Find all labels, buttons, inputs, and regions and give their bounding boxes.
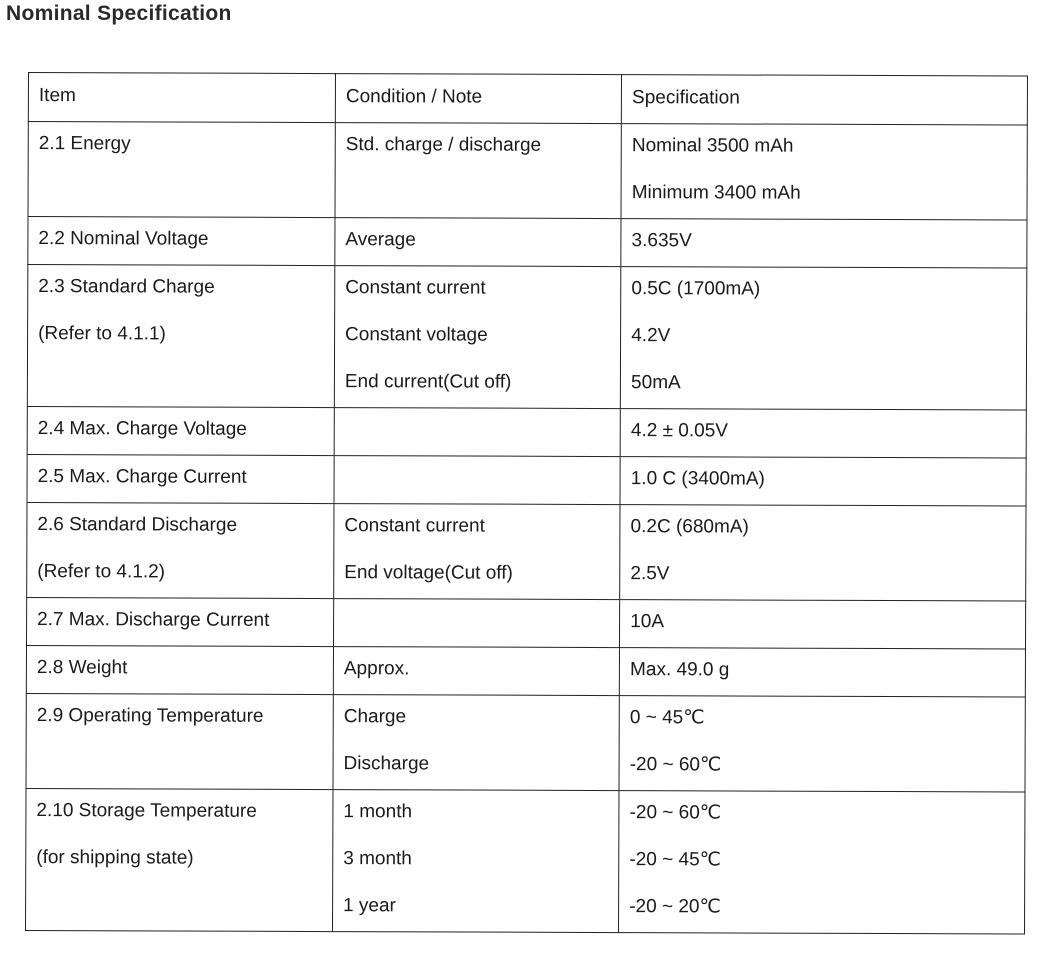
item-cell	[27, 265, 334, 408]
condition-cell-line	[345, 408, 610, 456]
condition-cell	[335, 218, 621, 267]
condition-cell	[332, 790, 619, 933]
condition-cell-line: End current(Cut off)	[344, 371, 512, 393]
spec-cell	[619, 696, 1025, 792]
item-cell-line	[38, 169, 324, 217]
item-cell-line: 2.1 Energy	[38, 133, 131, 155]
spec-cell-line: 0.2C (680mA)	[630, 516, 749, 538]
item-cell	[28, 122, 335, 218]
condition-cell-line: Constant current	[345, 277, 486, 299]
item-cell-line: 2.3 Standard Charge	[38, 276, 215, 298]
table-body	[26, 122, 1028, 934]
spec-cell-line: Max. 49.0 g	[630, 659, 730, 681]
item-cell-line: 2.10 Storage Temperature	[36, 800, 257, 822]
condition-cell-line: Charge	[343, 706, 407, 728]
spec-cell-line: 3.635V	[631, 230, 692, 252]
item-cell	[28, 217, 335, 266]
condition-cell-line: 1 year	[343, 895, 396, 917]
table-header-row	[28, 73, 1027, 125]
spec-cell-line: 0 ~ 45℃	[629, 707, 705, 729]
spec-cell	[621, 124, 1027, 220]
header-item	[28, 73, 335, 123]
item-cell-line: 2.6 Standard Discharge	[37, 514, 238, 536]
spec-cell	[620, 267, 1026, 410]
item-cell-line: 2.7 Max. Discharge Current	[37, 609, 270, 631]
condition-cell-line: End voltage(Cut off)	[344, 562, 513, 584]
condition-cell	[333, 695, 620, 791]
table-row	[27, 454, 1026, 505]
condition-cell	[334, 266, 621, 409]
condition-cell-line: Discharge	[343, 753, 430, 775]
spec-cell-line: 50mA	[631, 372, 681, 394]
condition-cell	[334, 504, 621, 600]
table-row	[28, 122, 1027, 220]
item-cell-line	[37, 741, 323, 789]
spec-cell	[619, 648, 1025, 697]
table-row	[26, 645, 1025, 696]
condition-cell-line: Average	[345, 229, 416, 251]
condition-cell-line: Constant voltage	[345, 324, 488, 346]
spec-cell	[620, 409, 1026, 458]
condition-cell-line	[344, 456, 609, 504]
spec-cell	[620, 457, 1026, 506]
condition-cell-line: Approx.	[343, 658, 410, 680]
spec-cell	[620, 600, 1026, 649]
spec-cell-line: -20 ~ 60℃	[629, 802, 722, 824]
table-row	[27, 265, 1026, 410]
item-cell-line: 2.2 Nominal Voltage	[38, 228, 209, 250]
table-row	[28, 217, 1027, 268]
condition-cell	[335, 123, 622, 219]
condition-cell	[334, 408, 620, 457]
spec-cell-line: 4.2 ± 0.05V	[630, 420, 729, 442]
spec-cell-line: -20 ~ 45℃	[629, 849, 722, 871]
condition-cell-line: 3 month	[343, 848, 412, 870]
page-title: Nominal Specification	[6, 2, 232, 25]
spec-cell	[620, 505, 1026, 601]
table-row	[26, 693, 1025, 791]
header-item-label: Item	[38, 85, 76, 107]
condition-cell	[333, 599, 619, 648]
item-cell-line: (for shipping state)	[36, 847, 194, 869]
spec-cell-line: 4.2V	[631, 325, 671, 347]
header-specification	[621, 75, 1027, 125]
specification-table	[25, 72, 1028, 934]
spec-cell-line: 2.5V	[630, 563, 670, 585]
item-cell-line	[38, 359, 324, 407]
condition-cell	[334, 456, 620, 505]
spec-cell-line: 1.0 C (3400mA)	[630, 468, 765, 490]
item-cell-line: (Refer to 4.1.2)	[37, 561, 166, 583]
spec-cell-line: -20 ~ 20℃	[629, 896, 721, 918]
condition-cell-line: Std. charge / discharge	[345, 134, 542, 156]
item-cell-line: 2.4 Max. Charge Voltage	[37, 418, 247, 440]
item-cell	[26, 645, 333, 694]
condition-cell-line	[345, 170, 610, 218]
header-specification-label: Specification	[632, 87, 740, 109]
item-cell	[26, 597, 333, 646]
spec-cell-line: Minimum 3400 mAh	[631, 182, 801, 204]
header-condition-label: Condition / Note	[345, 86, 483, 108]
table-row	[27, 406, 1026, 457]
table-row	[26, 597, 1025, 648]
item-cell-line: (Refer to 4.1.1)	[38, 323, 166, 345]
table-row	[27, 502, 1026, 600]
item-cell	[27, 454, 334, 503]
condition-cell-line: Constant current	[344, 515, 485, 537]
condition-cell-line	[344, 599, 609, 647]
spec-cell-line: 10A	[630, 611, 665, 633]
item-cell-line	[36, 883, 322, 931]
item-cell-line: 2.8 Weight	[36, 657, 128, 679]
spec-cell	[619, 791, 1025, 934]
table-row	[26, 788, 1025, 933]
spec-cell	[621, 219, 1027, 268]
header-condition	[335, 74, 621, 124]
spec-cell-line: 0.5C (1700mA)	[631, 278, 761, 300]
item-cell-line: 2.9 Operating Temperature	[36, 705, 264, 727]
condition-cell	[333, 647, 619, 696]
item-cell	[26, 788, 333, 931]
condition-cell-line: 1 month	[343, 801, 413, 823]
spec-cell-line: Nominal 3500 mAh	[631, 135, 794, 157]
item-cell	[27, 406, 334, 455]
item-cell-line: 2.5 Max. Charge Current	[37, 466, 247, 488]
item-cell	[27, 502, 334, 598]
spec-cell-line: -20 ~ 60℃	[629, 754, 722, 776]
item-cell	[26, 693, 333, 789]
